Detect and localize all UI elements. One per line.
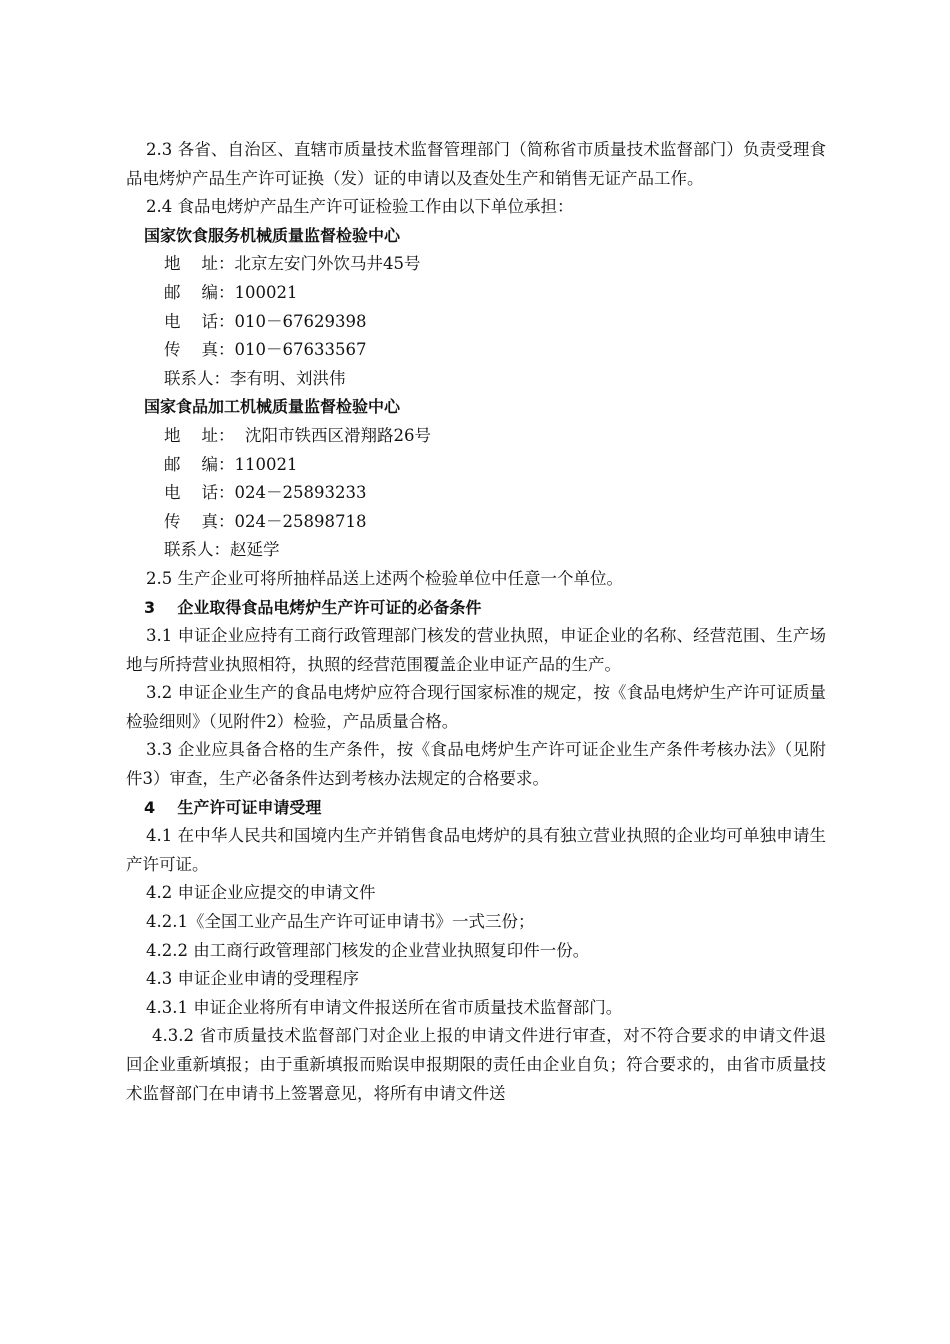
center1-contact-row	[126, 365, 826, 394]
phone-label: 电 话：	[164, 483, 235, 503]
section-4-heading: 4 生产许可证申请受理	[144, 797, 322, 817]
center2-address-row	[126, 422, 826, 451]
center2-phone: 024－25893233	[234, 483, 367, 503]
center2-contact-row	[126, 536, 826, 565]
fax-label: 传 真：	[164, 340, 235, 360]
center1-phone: 010－67629398	[234, 311, 367, 331]
center1-phone-row	[126, 308, 826, 337]
contact-label: 联系人：	[164, 540, 230, 560]
center2-phone-row	[126, 479, 826, 508]
paragraph-3-2: 3.2 申证企业生产的食品电烤炉应符合现行国家标准的规定，按《食品电烤炉生产许可证质量检验细则》（见附件2）检验，产品质量合格。	[126, 683, 826, 731]
center1-name: 国家饮食服务机械质量监督检验中心	[144, 225, 401, 245]
center1-postcode-row	[126, 279, 826, 308]
center1-contact: 李有明、刘洪伟	[230, 368, 346, 388]
paragraph-4-2: 4.2 申证企业应提交的申请文件	[146, 883, 376, 903]
paragraph-2-3: 2.3 各省、自治区、直辖市质量技术监督管理部门（简称省市质量技术监督部门）负责受理食品电烤炉产品生产许可证换（发）证的申请以及查处生产和销售无证产品工作。	[126, 140, 826, 188]
center1-fax-row	[126, 336, 826, 365]
center2-contact: 赵延学	[230, 540, 280, 560]
center1-address: 北京左安门外饮马井45号	[234, 254, 421, 274]
paragraph-4-2-2: 4.2.2 由工商行政管理部门核发的企业营业执照复印件一份。	[146, 940, 590, 960]
section-3-heading: 3 企业取得食品电烤炉生产许可证的必备条件	[144, 597, 482, 617]
center2-postcode-row	[126, 451, 826, 480]
center1-address-row	[126, 250, 826, 279]
center2-details	[126, 422, 826, 565]
paragraph-4-1: 4.1 在中华人民共和国境内生产并销售食品电烤炉的具有独立营业执照的企业均可单独申请生产许可证。	[126, 826, 826, 874]
postcode-label: 邮 编：	[164, 454, 235, 474]
address-label: 地 址：	[164, 425, 235, 445]
contact-label: 联系人：	[164, 368, 230, 388]
center1-details	[126, 250, 826, 393]
postcode-label: 邮 编：	[164, 282, 235, 302]
paragraph-4-3: 4.3 申证企业申请的受理程序	[146, 969, 359, 989]
center1-postcode: 100021	[234, 282, 298, 302]
paragraph-4-3-1: 4.3.1 申证企业将所有申请文件报送所在省市质量技术监督部门。	[146, 997, 623, 1017]
paragraph-2-5: 2.5 生产企业可将所抽样品送上述两个检验单位中任意一个单位。	[146, 568, 623, 588]
center2-name: 国家食品加工机械质量监督检验中心	[144, 397, 401, 417]
center2-fax: 024－25898718	[234, 511, 367, 531]
center2-postcode: 110021	[234, 454, 298, 474]
document-body	[126, 136, 826, 1108]
paragraph-4-2-1: 4.2.1《全国工业产品生产许可证申请书》一式三份；	[146, 912, 535, 932]
fax-label: 传 真：	[164, 511, 235, 531]
paragraph-4-3-2: 4.3.2 省市质量技术监督部门对企业上报的申请文件进行审查，对不符合要求的申请文件退回企业重新填报；由于重新填报而贻误申报期限的责任由企业自负；符合要求的，由省市质量技术监督部门在申请书上签署意见，将所有申请文件送	[126, 1026, 826, 1103]
paragraph-3-3: 3.3 企业应具备合格的生产条件，按《食品电烤炉生产许可证企业生产条件考核办法》（见附件3）审查，生产必备条件达到考核办法规定的合格要求。	[126, 740, 826, 789]
center2-address: 沈阳市铁西区滑翔路26号	[234, 425, 431, 445]
center2-fax-row	[126, 508, 826, 537]
center1-fax: 010－67633567	[234, 340, 367, 360]
phone-label: 电 话：	[164, 311, 235, 331]
paragraph-3-1: 3.1 申证企业应持有工商行政管理部门核发的营业执照，申证企业的名称、经营范围、生产场地与所持营业执照相符，执照的经营范围覆盖企业申证产品的生产。	[126, 626, 826, 674]
address-label: 地 址：	[164, 254, 235, 274]
paragraph-2-4: 2.4 食品电烤炉产品生产许可证检验工作由以下单位承担：	[146, 197, 574, 217]
